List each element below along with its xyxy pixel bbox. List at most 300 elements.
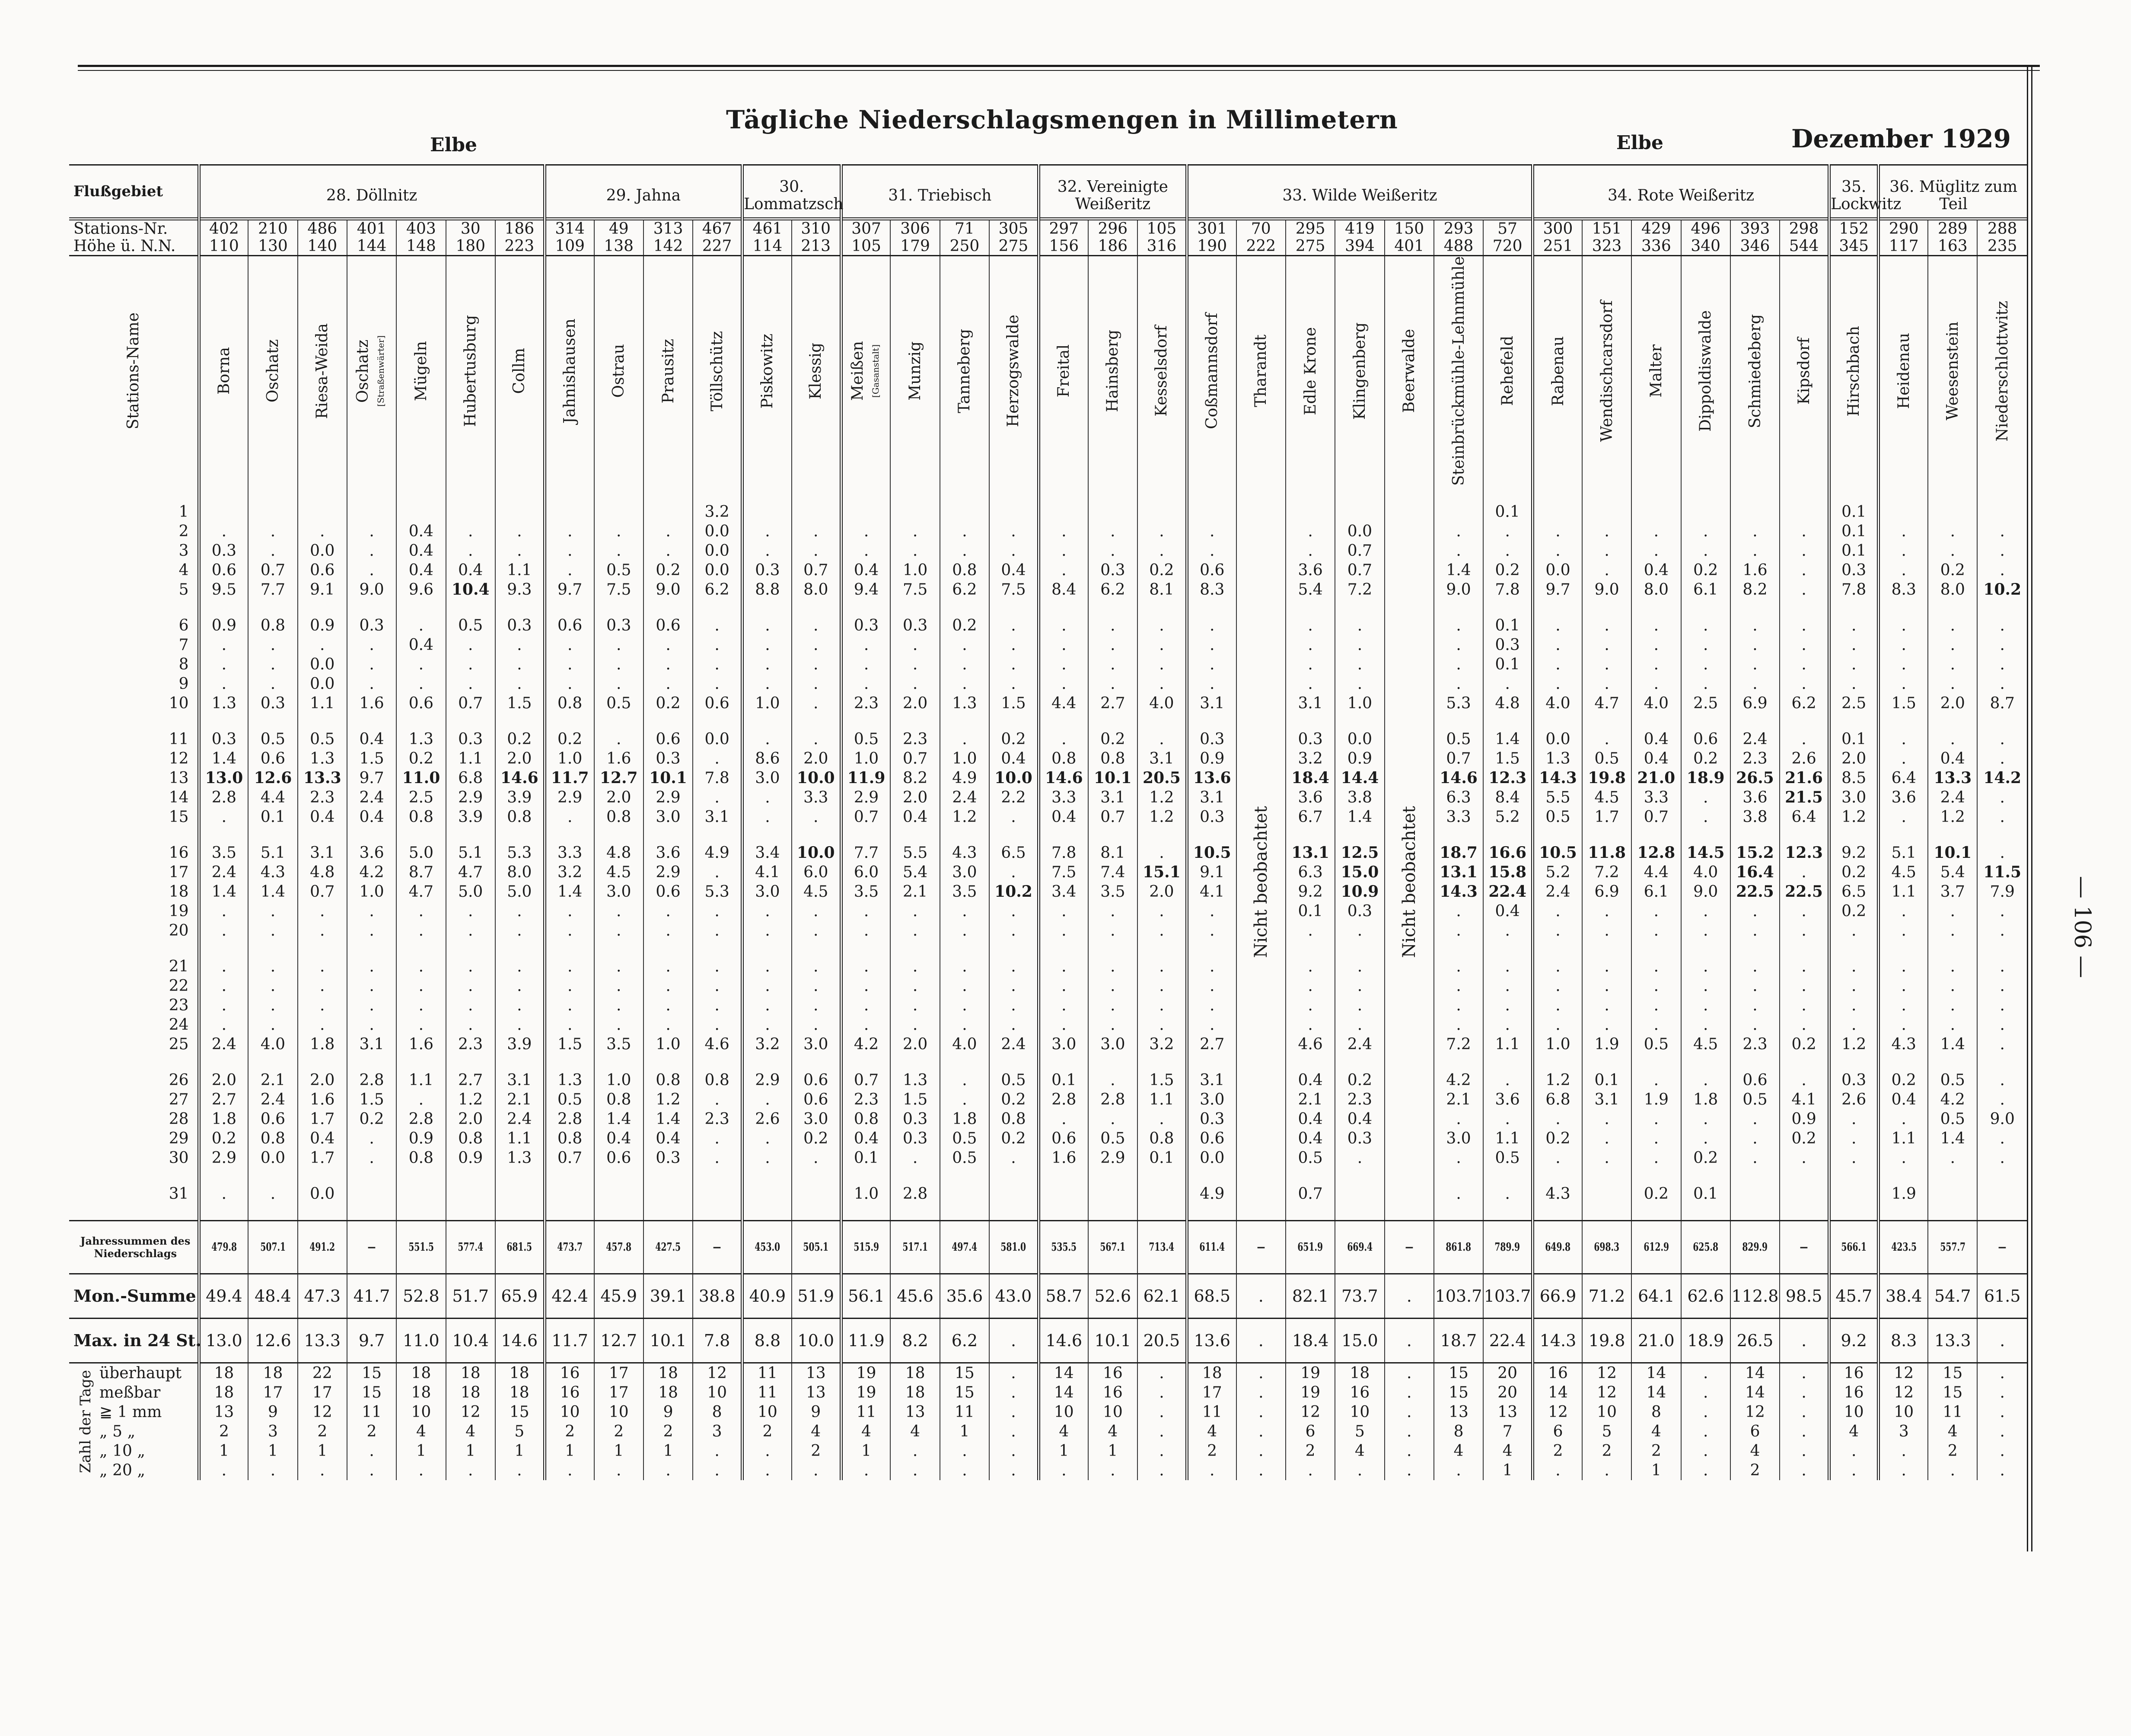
spacer-cell bbox=[989, 1168, 1038, 1184]
precip-value: . bbox=[1879, 1109, 1928, 1129]
precip-value: 11.0 bbox=[396, 768, 446, 788]
precip-value bbox=[1236, 635, 1286, 655]
count-value: 4 bbox=[1088, 1422, 1137, 1441]
spacer-cell bbox=[1928, 713, 1977, 729]
summary-value: 35.6 bbox=[940, 1274, 989, 1318]
precip-value: . bbox=[396, 1015, 446, 1035]
precip-value: . bbox=[1780, 522, 1829, 541]
precip-value: . bbox=[693, 1148, 742, 1168]
precip-value: 1.5 bbox=[890, 1090, 940, 1109]
summary-value: 18.9 bbox=[1681, 1318, 1730, 1363]
precip-value: . bbox=[989, 1015, 1038, 1035]
precip-value: . bbox=[1977, 561, 2027, 580]
precip-value: 0.4 bbox=[396, 522, 446, 541]
station-name bbox=[462, 315, 479, 427]
precip-value: 4.1 bbox=[742, 863, 792, 882]
spacer-row bbox=[69, 1168, 2027, 1184]
precip-value: 1.0 bbox=[742, 694, 792, 713]
summary-value: . bbox=[1236, 1274, 1286, 1318]
precip-value: 11.8 bbox=[1582, 843, 1631, 863]
precip-value: 0.2 bbox=[1088, 729, 1137, 749]
count-value: 1 bbox=[446, 1441, 495, 1461]
day-row bbox=[69, 882, 2027, 901]
precip-value: 0.4 bbox=[841, 1129, 890, 1148]
precip-value: 4.7 bbox=[1582, 694, 1631, 713]
precip-value: . bbox=[989, 616, 1038, 635]
spacer-cell bbox=[1829, 599, 1879, 616]
spacer-cell bbox=[792, 1054, 841, 1070]
precip-value: 21.6 bbox=[1780, 768, 1829, 788]
precip-value: . bbox=[643, 1015, 693, 1035]
precip-value: . bbox=[742, 807, 792, 827]
precip-value: 1.2 bbox=[1928, 807, 1977, 827]
count-value: . bbox=[693, 1441, 742, 1461]
day-row bbox=[69, 635, 2027, 655]
precip-value: . bbox=[545, 522, 594, 541]
precip-value: . bbox=[1038, 655, 1088, 674]
precip-value: . bbox=[989, 541, 1038, 561]
precip-value: 0.4 bbox=[1483, 901, 1532, 921]
spacer-row bbox=[69, 599, 2027, 616]
count-value: . bbox=[742, 1441, 792, 1461]
count-value: . bbox=[1780, 1422, 1829, 1441]
precip-value: . bbox=[1879, 655, 1928, 674]
precip-value bbox=[1385, 1109, 1434, 1129]
precip-value bbox=[940, 1184, 989, 1204]
precip-value: 0.2 bbox=[1928, 561, 1977, 580]
precip-value: . bbox=[1335, 635, 1384, 655]
annual-cell bbox=[1730, 1220, 1780, 1274]
precip-value: 13.6 bbox=[1187, 768, 1236, 788]
precip-value: . bbox=[396, 976, 446, 996]
annual-value: 473.7 bbox=[557, 1240, 583, 1254]
summary-value: 13.3 bbox=[1928, 1318, 1977, 1363]
precip-value: . bbox=[1582, 901, 1631, 921]
station-height: 213 bbox=[801, 237, 831, 255]
precip-value: 3.9 bbox=[495, 788, 545, 807]
spacer-cell bbox=[396, 599, 446, 616]
precip-value: 4.2 bbox=[1928, 1090, 1977, 1109]
precip-value: . bbox=[1829, 635, 1879, 655]
day-row bbox=[69, 1109, 2027, 1129]
station-nr: 71 bbox=[955, 220, 975, 238]
precip-value: . bbox=[1533, 635, 1582, 655]
precip-value: . bbox=[1977, 1090, 2027, 1109]
day-row bbox=[69, 1035, 2027, 1054]
precip-value bbox=[1286, 502, 1335, 522]
precip-value: 22.5 bbox=[1730, 882, 1780, 901]
precip-value: 0.7 bbox=[1335, 541, 1384, 561]
day-row bbox=[69, 957, 2027, 976]
precip-value: 3.1 bbox=[1187, 1070, 1236, 1090]
precip-value: 5.0 bbox=[495, 882, 545, 901]
precip-value: 0.3 bbox=[1187, 729, 1236, 749]
precip-value: 1.3 bbox=[1533, 749, 1582, 768]
precip-value: . bbox=[989, 635, 1038, 655]
day-label: 16 bbox=[169, 844, 189, 862]
precip-value: 0.5 bbox=[940, 1148, 989, 1168]
spacer-cell bbox=[298, 599, 347, 616]
precip-value: . bbox=[1038, 522, 1088, 541]
precip-value: . bbox=[693, 788, 742, 807]
right-border-2 bbox=[2031, 65, 2032, 1551]
station-subname: [Gasanstalt] bbox=[870, 344, 881, 398]
precip-value: 0.2 bbox=[1137, 561, 1187, 580]
precip-value: . bbox=[742, 976, 792, 996]
precip-value: . bbox=[1928, 729, 1977, 749]
station-name bbox=[215, 347, 233, 395]
precip-value: 3.5 bbox=[1088, 882, 1137, 901]
spacer-cell bbox=[1434, 486, 1483, 502]
precip-value: . bbox=[495, 901, 545, 921]
precip-value bbox=[199, 502, 248, 522]
precip-value: 0.0 bbox=[693, 522, 742, 541]
precip-value: 4.8 bbox=[594, 843, 643, 863]
precipitation-table bbox=[69, 164, 2027, 1480]
count-value: 16 bbox=[1088, 1363, 1137, 1383]
precip-value: . bbox=[1730, 1015, 1780, 1035]
spacer-cell bbox=[643, 1054, 693, 1070]
precip-value: 12.8 bbox=[1631, 843, 1681, 863]
precip-value: . bbox=[792, 807, 841, 827]
station-name bbox=[1104, 330, 1121, 412]
day-label: 22 bbox=[169, 977, 189, 995]
precip-value: 1.0 bbox=[890, 561, 940, 580]
precip-value: 2.7 bbox=[1187, 1035, 1236, 1054]
precip-value: 6.2 bbox=[1780, 694, 1829, 713]
precip-value: . bbox=[347, 996, 396, 1015]
station-nr: 289 bbox=[1937, 220, 1968, 238]
precip-value: 5.2 bbox=[1533, 863, 1582, 882]
count-value: 17 bbox=[298, 1383, 347, 1402]
precip-value: 4.1 bbox=[1780, 1090, 1829, 1109]
station-nr: 288 bbox=[1987, 220, 2017, 238]
spacer-cell bbox=[69, 1204, 199, 1221]
precip-value: . bbox=[1088, 655, 1137, 674]
precip-value: . bbox=[1681, 901, 1730, 921]
precip-value: . bbox=[1829, 1148, 1879, 1168]
spacer-cell bbox=[69, 713, 199, 729]
summary-value: . bbox=[1385, 1318, 1434, 1363]
precip-value: . bbox=[792, 674, 841, 694]
precip-value: . bbox=[1780, 541, 1829, 561]
count-value: 18 bbox=[495, 1383, 545, 1402]
precip-value: . bbox=[1088, 1070, 1137, 1090]
precip-value: . bbox=[1434, 1148, 1483, 1168]
station-name-cell bbox=[989, 256, 1038, 486]
precip-value: . bbox=[643, 976, 693, 996]
spacer-cell bbox=[1088, 1204, 1137, 1221]
spacer-cell bbox=[1483, 713, 1532, 729]
precip-value bbox=[1137, 502, 1187, 522]
precip-value: . bbox=[693, 655, 742, 674]
station-name-cell bbox=[1582, 256, 1631, 486]
precip-value: 9.5 bbox=[199, 580, 248, 599]
precip-value: 0.3 bbox=[446, 729, 495, 749]
precip-value: . bbox=[1187, 976, 1236, 996]
precip-value: . bbox=[446, 996, 495, 1015]
precip-value bbox=[1582, 502, 1631, 522]
precip-value: . bbox=[792, 976, 841, 996]
day-row bbox=[69, 1129, 2027, 1148]
precip-value: 4.5 bbox=[1582, 788, 1631, 807]
precip-value: . bbox=[1829, 1015, 1879, 1035]
precip-value: 5.1 bbox=[1879, 843, 1928, 863]
station-name bbox=[610, 344, 628, 398]
spacer-cell bbox=[1879, 1204, 1928, 1221]
precip-value bbox=[1780, 502, 1829, 522]
precip-value: . bbox=[1434, 976, 1483, 996]
precip-value: 7.2 bbox=[1582, 863, 1631, 882]
spacer-cell bbox=[940, 713, 989, 729]
precip-value: . bbox=[1780, 863, 1829, 882]
precip-value: . bbox=[693, 957, 742, 976]
annual-cell bbox=[298, 1220, 347, 1274]
precip-value bbox=[1236, 694, 1286, 713]
precip-value: 2.9 bbox=[199, 1148, 248, 1168]
row-label: Mon.-Summe bbox=[69, 1274, 199, 1318]
annual-value: 612.9 bbox=[1644, 1240, 1669, 1254]
precip-value: 3.0 bbox=[1038, 1035, 1088, 1054]
spacer-cell bbox=[1434, 713, 1483, 729]
precip-value: 1.5 bbox=[347, 749, 396, 768]
count-value: 15 bbox=[347, 1383, 396, 1402]
spacer-cell bbox=[1335, 1054, 1384, 1070]
precip-value: . bbox=[446, 921, 495, 940]
precip-value: 4.9 bbox=[1187, 1184, 1236, 1204]
station-name-cell bbox=[940, 256, 989, 486]
spacer-cell bbox=[841, 940, 890, 957]
count-value: 18 bbox=[1335, 1363, 1384, 1383]
precip-value: 15.0 bbox=[1335, 863, 1384, 882]
spacer-cell bbox=[1286, 940, 1335, 957]
station-nr: 419 bbox=[1345, 220, 1375, 238]
spacer-cell bbox=[446, 940, 495, 957]
station-nr: 30 bbox=[460, 220, 481, 238]
spacer-cell bbox=[545, 713, 594, 729]
station-name bbox=[1795, 338, 1813, 405]
station-name bbox=[1944, 322, 1962, 420]
precip-value: . bbox=[841, 655, 890, 674]
precip-value: 7.5 bbox=[1038, 863, 1088, 882]
count-value: . bbox=[248, 1461, 297, 1480]
precip-value bbox=[989, 502, 1038, 522]
precip-value: . bbox=[594, 635, 643, 655]
precip-value: . bbox=[742, 674, 792, 694]
station-name-text: Hainsberg bbox=[1104, 330, 1122, 412]
count-value: 10 bbox=[396, 1402, 446, 1422]
precip-value: . bbox=[1681, 976, 1730, 996]
precip-value: . bbox=[347, 1129, 396, 1148]
precip-value: . bbox=[1780, 1015, 1829, 1035]
precip-value: . bbox=[199, 976, 248, 996]
station-name-text: Töllschütz bbox=[708, 331, 726, 411]
precip-value: . bbox=[248, 996, 297, 1015]
precip-value: 1.0 bbox=[841, 749, 890, 768]
day-row bbox=[69, 1148, 2027, 1168]
precip-value: . bbox=[298, 635, 347, 655]
station-name bbox=[412, 341, 430, 401]
precip-value bbox=[1236, 976, 1286, 996]
annual-value: — bbox=[367, 1240, 376, 1254]
station-name bbox=[1351, 322, 1369, 420]
count-row bbox=[69, 1441, 2027, 1461]
precip-value: 2.8 bbox=[1088, 1090, 1137, 1109]
precip-value: 0.1 bbox=[248, 807, 297, 827]
precip-value bbox=[1236, 957, 1286, 976]
station-nr: 402 bbox=[209, 220, 239, 238]
precip-value: 6.8 bbox=[1533, 1090, 1582, 1109]
precip-value: 3.1 bbox=[1187, 788, 1236, 807]
precip-value: 0.3 bbox=[890, 1109, 940, 1129]
spacer-cell bbox=[1533, 1204, 1582, 1221]
precip-value: . bbox=[1681, 957, 1730, 976]
day-row bbox=[69, 729, 2027, 749]
spacer-cell bbox=[1977, 1168, 2027, 1184]
precip-value bbox=[1385, 541, 1434, 561]
right-border bbox=[2027, 65, 2028, 1551]
precip-value: . bbox=[693, 1090, 742, 1109]
precip-value: . bbox=[545, 655, 594, 674]
precip-value: . bbox=[1977, 976, 2027, 996]
spacer-cell bbox=[347, 1168, 396, 1184]
station-name bbox=[758, 334, 776, 408]
precip-value: 0.9 bbox=[199, 616, 248, 635]
day-label: 28 bbox=[169, 1110, 189, 1128]
precip-value: . bbox=[1928, 1148, 1977, 1168]
precip-value: . bbox=[1335, 1148, 1384, 1168]
precip-value: 4.0 bbox=[940, 1035, 989, 1054]
station-name-text: Hirschbach bbox=[1845, 325, 1863, 417]
station-name-cell bbox=[594, 256, 643, 486]
station-name-text: Rehefeld bbox=[1498, 336, 1516, 406]
spacer-cell bbox=[1137, 713, 1187, 729]
precip-value: 2.9 bbox=[643, 863, 693, 882]
precip-value: 21.0 bbox=[1631, 768, 1681, 788]
precip-value: 3.1 bbox=[1286, 694, 1335, 713]
spacer-cell bbox=[1335, 827, 1384, 843]
spacer-cell bbox=[1434, 599, 1483, 616]
station-id-cell bbox=[1385, 219, 1434, 256]
precip-value: . bbox=[347, 655, 396, 674]
precip-value: . bbox=[1137, 976, 1187, 996]
count-value: 4 bbox=[396, 1422, 446, 1441]
station-name bbox=[561, 319, 579, 424]
precip-value: . bbox=[1730, 957, 1780, 976]
annual-value: 669.4 bbox=[1347, 1240, 1373, 1254]
count-value: 4 bbox=[792, 1422, 841, 1441]
station-id-cell bbox=[1533, 219, 1582, 256]
count-value: . bbox=[989, 1422, 1038, 1441]
precip-value: 0.5 bbox=[1928, 1070, 1977, 1090]
precip-value: 4.8 bbox=[1483, 694, 1532, 713]
precip-value: . bbox=[446, 522, 495, 541]
precip-value: . bbox=[940, 996, 989, 1015]
precip-value: . bbox=[1286, 616, 1335, 635]
count-value: 4 bbox=[841, 1422, 890, 1441]
precip-value bbox=[1236, 1129, 1286, 1148]
precip-value: . bbox=[1730, 541, 1780, 561]
precip-value: . bbox=[495, 976, 545, 996]
precip-value: 7.9 bbox=[1977, 882, 2027, 901]
count-row bbox=[69, 1363, 2027, 1383]
precip-value: 3.0 bbox=[940, 863, 989, 882]
station-name-cell bbox=[1977, 256, 2027, 486]
summary-value: 13.6 bbox=[1187, 1318, 1236, 1363]
precip-value: 0.2 bbox=[1335, 1070, 1384, 1090]
precip-value: . bbox=[693, 1015, 742, 1035]
count-value: 17 bbox=[594, 1363, 643, 1383]
spacer-cell bbox=[643, 827, 693, 843]
precip-value: . bbox=[1977, 635, 2027, 655]
precip-value: . bbox=[199, 901, 248, 921]
precip-value bbox=[347, 1184, 396, 1204]
precip-value: 0.5 bbox=[298, 729, 347, 749]
precip-value: . bbox=[989, 522, 1038, 541]
precip-value: . bbox=[890, 1015, 940, 1035]
precip-value: 6.8 bbox=[446, 768, 495, 788]
precip-value: 0.5 bbox=[545, 1090, 594, 1109]
precip-value: 0.2 bbox=[1829, 863, 1879, 882]
spacer-row bbox=[69, 486, 2027, 502]
precip-value: . bbox=[1483, 1070, 1532, 1090]
spacer-cell bbox=[545, 1204, 594, 1221]
count-value: 1 bbox=[1483, 1461, 1532, 1480]
count-value: 11 bbox=[940, 1402, 989, 1422]
spacer-cell bbox=[1582, 827, 1631, 843]
spacer-cell bbox=[1533, 1168, 1582, 1184]
station-id-cell bbox=[248, 219, 297, 256]
precip-value: 5.0 bbox=[446, 882, 495, 901]
count-value: 2 bbox=[1730, 1461, 1780, 1480]
station-nr: 496 bbox=[1691, 220, 1721, 238]
precip-value: . bbox=[1137, 674, 1187, 694]
precip-value: . bbox=[1631, 616, 1681, 635]
precip-value bbox=[1236, 729, 1286, 749]
precip-value: 0.3 bbox=[643, 1148, 693, 1168]
row-label: Max. in 24 St. bbox=[69, 1318, 199, 1363]
precip-value: . bbox=[1582, 996, 1631, 1015]
annual-value: 557.7 bbox=[1940, 1240, 1965, 1254]
precip-value: 2.0 bbox=[890, 788, 940, 807]
spacer-cell bbox=[989, 486, 1038, 502]
precip-value: . bbox=[1928, 976, 1977, 996]
spacer-cell bbox=[1236, 599, 1286, 616]
spacer-cell bbox=[1928, 486, 1977, 502]
precip-value: . bbox=[594, 957, 643, 976]
precip-value bbox=[396, 502, 446, 522]
precip-value: . bbox=[1038, 1109, 1088, 1129]
precip-value: . bbox=[841, 901, 890, 921]
station-height: 179 bbox=[900, 237, 930, 255]
precip-value: 10.0 bbox=[792, 843, 841, 863]
precip-value: 2.1 bbox=[890, 882, 940, 901]
spacer-cell bbox=[1582, 1054, 1631, 1070]
count-value: 8 bbox=[1631, 1402, 1681, 1422]
basin-header: 31. Triebisch bbox=[841, 165, 1038, 219]
precip-value: . bbox=[1038, 901, 1088, 921]
precip-value: . bbox=[1088, 1015, 1137, 1035]
precip-value: . bbox=[1582, 1109, 1631, 1129]
precip-value: 0.3 bbox=[1483, 635, 1532, 655]
spacer-cell bbox=[1928, 1054, 1977, 1070]
precip-value: . bbox=[1977, 1035, 2027, 1054]
precip-value: 0.0 bbox=[298, 1184, 347, 1204]
precip-value: 1.8 bbox=[199, 1109, 248, 1129]
precip-value: . bbox=[841, 635, 890, 655]
precip-value: 0.5 bbox=[1928, 1109, 1977, 1129]
station-name bbox=[264, 339, 282, 402]
